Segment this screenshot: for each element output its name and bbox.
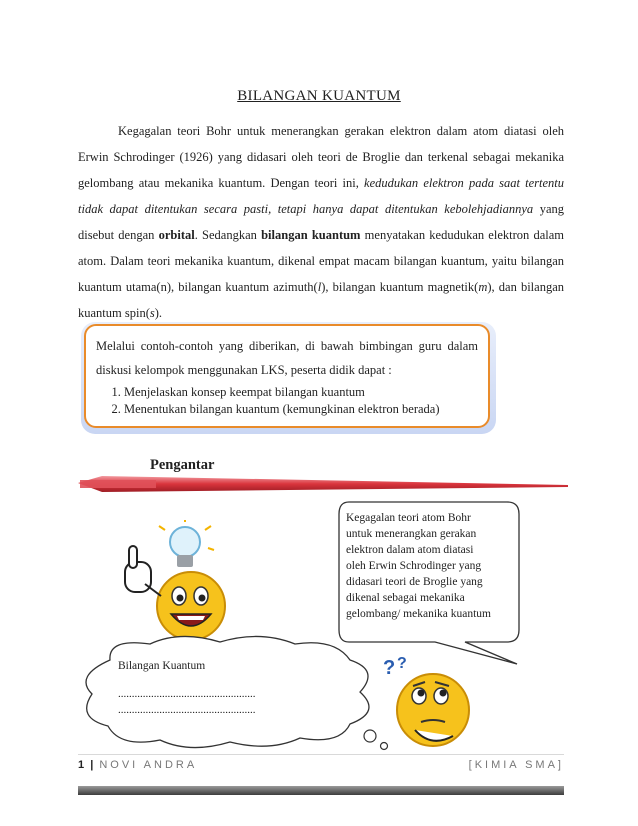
footer-bar [78, 786, 564, 795]
objectives-lead: Melalui contoh-contoh yang diberikan, di bawah bimbingan guru dalam diskusi kelompok menggunakan LKS, peserta didik dapat : [96, 339, 478, 377]
page-footer [78, 759, 564, 771]
thought-bubble-label: Bilangan Kuantum [118, 660, 206, 672]
page-number: 1 [78, 759, 85, 771]
answer-line-2: .................................................. [118, 704, 256, 716]
page-title: BILANGAN KUANTUM [237, 88, 401, 104]
objective-item: 1. Menjelaskan konsep keempat bilangan kuantum [124, 384, 478, 401]
lightbulb-smiley-icon [115, 520, 230, 645]
footer-separator: | [90, 759, 94, 771]
banner-tab [80, 480, 156, 488]
footer-subject: [KIMIA SMA] [468, 759, 564, 771]
footer-author: NOVI ANDRA [99, 759, 198, 771]
thinking-smiley-icon [375, 652, 485, 750]
speech-bubble-text: Kegagalan teori atom Bohr untuk menerangkan gerakan elektron dalam atom diatasi oleh Erwin Schrodinger yang didasari teori de Broglie yang dikenal sebagai mekanika gelombang/ mekanika kuantum [346, 512, 491, 620]
footer-divider [78, 754, 564, 755]
objective-item: 2. Menentukan bilangan kuantum (kemungkinan elektron berada) [124, 401, 478, 418]
section-title: Pengantar [150, 457, 215, 473]
section-banner [78, 474, 568, 496]
intro-paragraph: Kegagalan teori Bohr untuk menerangkan gerakan elektron dalam atom diatasi oleh Erwin Schrodinger (1926) yang didasari oleh teori de Broglie dan terkenal sebagai mekanika gelombang atau mekanika kuantum. Dengan teori ini, kedudukan elektron pada saat tertentu tidak dapat ditentukan secara pasti, tetapi hanya dapat ditentukan kebolehjadiannya yang disebut dengan orbital. Sedangkan bilangan kuantum menyatakan kedudukan elektron dalam atom. Dalam teori mekanika kuantum, dikenal empat macam bilangan kuantum, yaitu bilangan kuantum utama(n), bilangan kuantum azimuth(l), bilangan kuantum magnetik(m), dan bilangan kuantum spin(s). [78, 124, 565, 320]
objectives-box [84, 324, 490, 428]
objectives-list [96, 384, 478, 418]
svg-text:?: ? [397, 655, 407, 672]
answer-line-1: .................................................. [118, 688, 256, 700]
svg-text:?: ? [383, 657, 396, 679]
